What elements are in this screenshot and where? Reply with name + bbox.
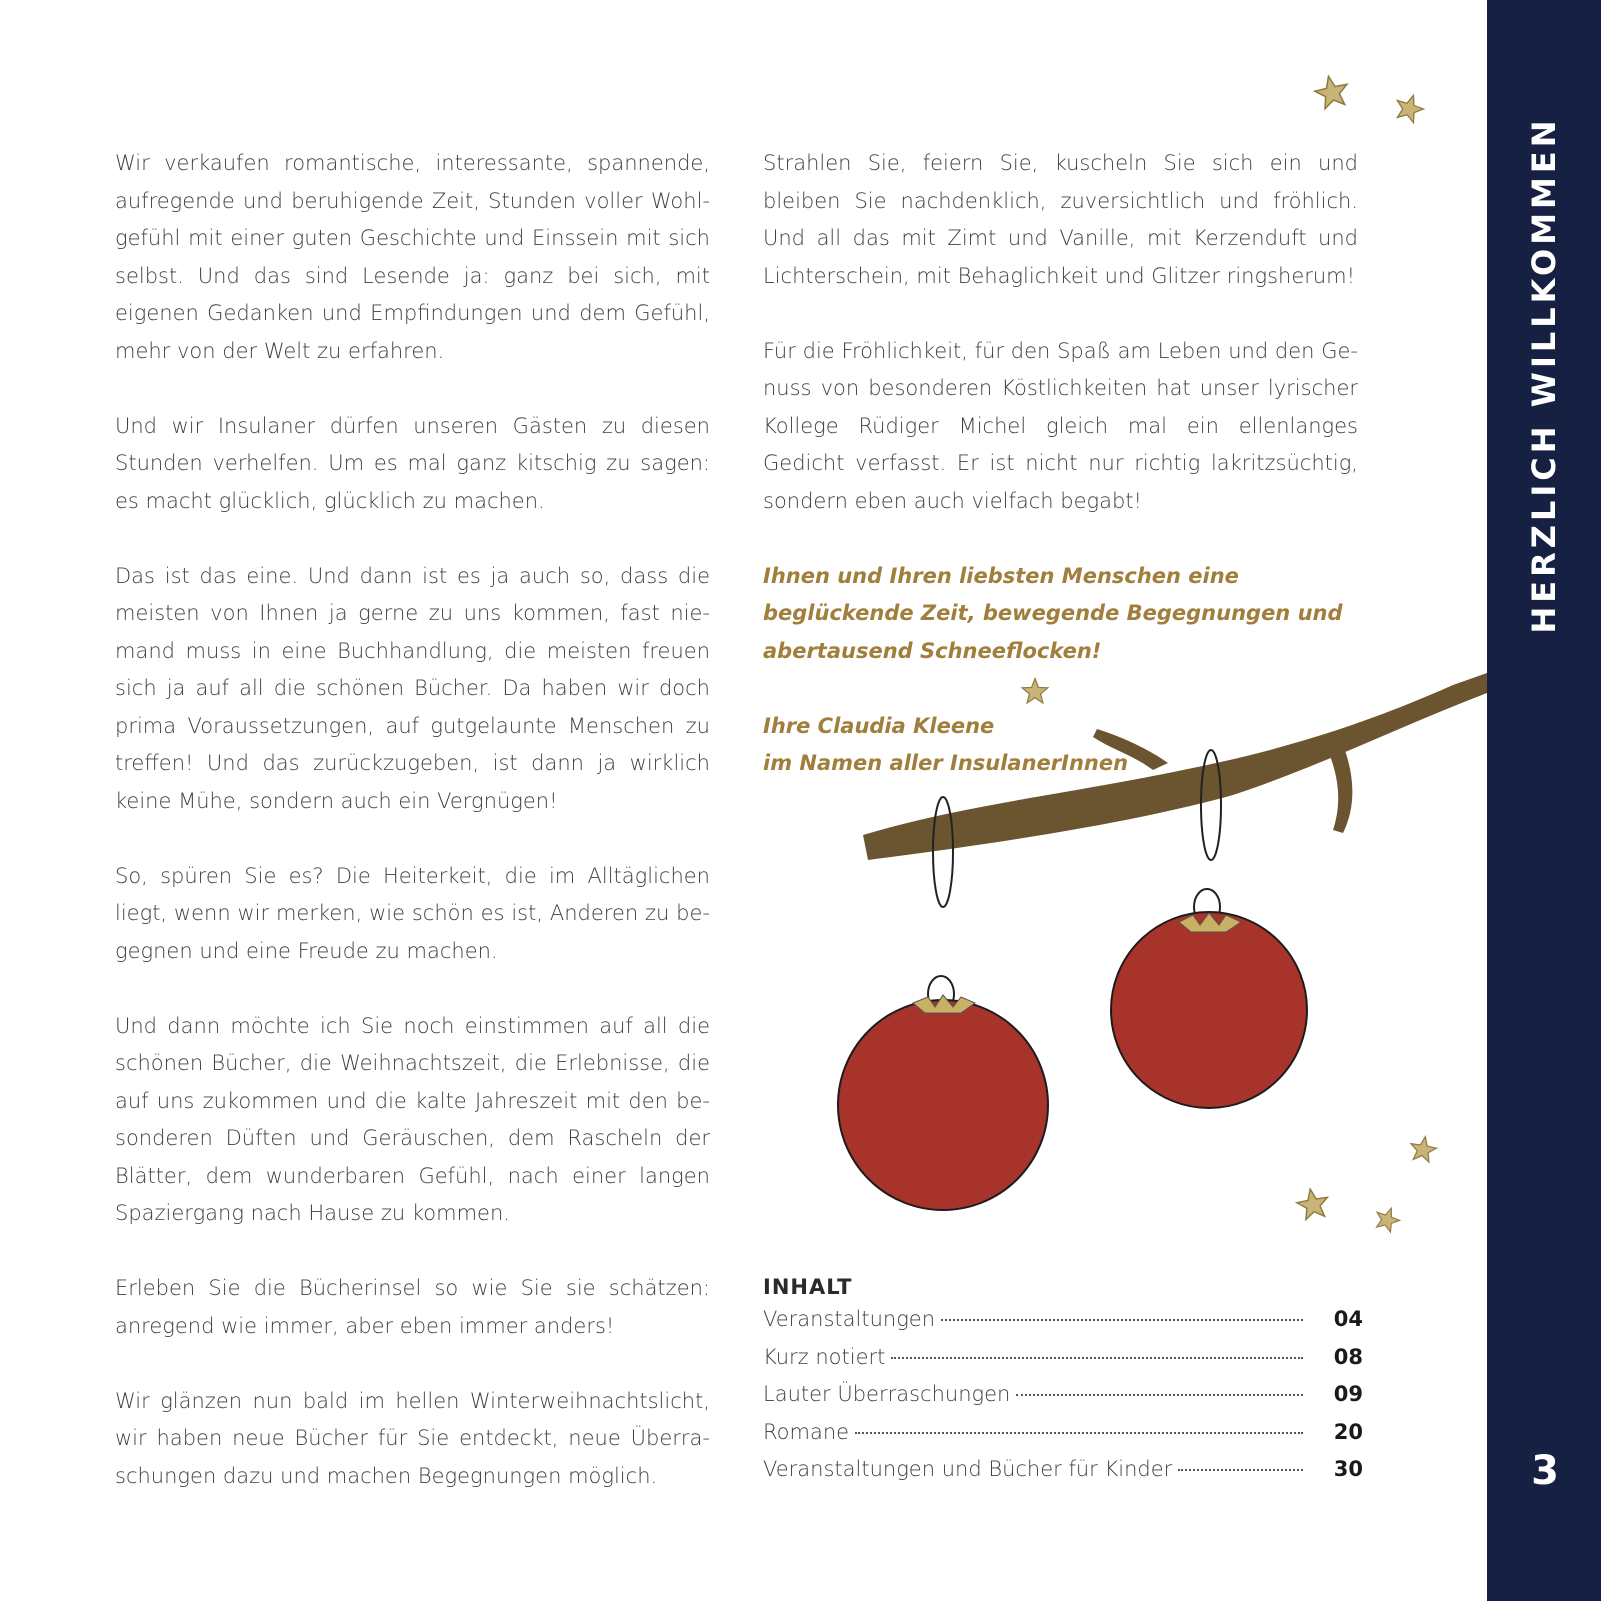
paragraph: Und dann möchte ich Sie noch einstimmen auf all die schönen Bücher, die Weihnachtszeit, die Erlebnisse, die auf uns zukommen und die kalte Jahreszeit mit den besonderen Düften und Geräuschen, dem Rascheln der Blätter, dem wunderbaren Gefühl, nach einer langen Spaziergang nach Hause zu kommen. bbox=[115, 1013, 710, 1225]
toc-dot-leader bbox=[1016, 1394, 1303, 1396]
paragraph: Strahlen Sie, feiern Sie, kuscheln Sie sich ein und bleiben Sie nachdenklich, zuversichtlich und fröhlich. Und all das mit Zimt und Vanille, mit Kerzenduft und Lichterschein, mit Behaglichkeit und Glitzer ringsherum! bbox=[763, 151, 1358, 288]
paragraph: Und wir Insulaner dürfen unseren Gästen zu diesen Stunden verhelfen. Um es mal ganz kitschig zu sagen: es macht glücklich, glücklich zu machen. bbox=[115, 413, 710, 513]
toc-entry-label: Veranstaltungen bbox=[763, 1307, 936, 1331]
toc-entry-page: 20 bbox=[1333, 1419, 1363, 1444]
toc-dot-leader bbox=[1178, 1469, 1303, 1471]
star-icon bbox=[1408, 1134, 1438, 1163]
paragraph: Für die Fröhlichkeit, für den Spaß am Leben und den Genuss von besonderen Köstlichkeiten hat unser lyrischer Kollege Rüdiger Michel gleich mal ein ellenlanges Gedicht verfasst. Er ist nicht nur richtig lakritzsüchtig, sondern eben auch vielfach begabt! bbox=[763, 338, 1358, 513]
star-icon bbox=[1313, 74, 1351, 112]
right-column bbox=[763, 145, 1358, 783]
toc-entry-page: 04 bbox=[1333, 1307, 1363, 1331]
toc-entry[interactable] bbox=[763, 1382, 1363, 1420]
left-column bbox=[115, 145, 710, 1533]
toc-entry-page: 30 bbox=[1333, 1457, 1363, 1481]
toc-entry-label: Kurz notiert bbox=[763, 1344, 886, 1369]
toc-entry[interactable] bbox=[763, 1457, 1363, 1495]
paragraph: Das ist das eine. Und dann ist es ja auch so, dass die meisten von Ihnen ja gerne zu uns kommen, fast niemand muss in eine Buchhandlung, die meisten freuen sich ja auf all die schönen Bücher. Da haben wir doch prima Voraussetzungen, auf gutgelaunte Menschen zu treffen! Und das zurückzugeben, ist dann ja wirklich keine Mühe, sondern auch ein Vergnügen! bbox=[115, 563, 710, 813]
paragraph: So, spüren Sie es? Die Heiterkeit, die im Alltäglichen liegt, wenn wir merken, wie schön es ist, Anderen zu begegnen und eine Freude zu machen. bbox=[115, 863, 710, 963]
signature-name: Ihre Claudia Kleene bbox=[763, 713, 995, 738]
toc-dot-leader bbox=[891, 1357, 1303, 1359]
toc-entry-page: 09 bbox=[1333, 1382, 1363, 1406]
greeting: Ihnen und Ihren liebsten Menschen eine beglückende Zeit, bewegende Begegnungen und abertausend Schneeflocken! bbox=[763, 563, 1343, 663]
toc-entry-page: 08 bbox=[1333, 1344, 1363, 1369]
toc-entry[interactable] bbox=[763, 1307, 1363, 1345]
toc-entry[interactable] bbox=[763, 1345, 1363, 1383]
paragraph: Wir glänzen nun bald im hellen Winterweihnachtslicht, wir haben neue Bücher für Sie entdeckt, neue Überraschungen dazu und machen Begegnungen möglich. bbox=[115, 1388, 710, 1488]
toc-dot-leader bbox=[855, 1432, 1303, 1434]
toc-entry-label: Veranstaltungen und Bücher für Kinder bbox=[763, 1457, 1173, 1481]
star-icon bbox=[1393, 93, 1425, 125]
toc-dot-leader bbox=[941, 1319, 1303, 1321]
toc-entry-label: Lauter Überraschungen bbox=[763, 1382, 1011, 1406]
signature-affiliation: im Namen aller InsulanerInnen bbox=[763, 751, 1129, 775]
star-icon bbox=[1372, 1204, 1402, 1234]
paragraph: Erleben Sie die Bücherinsel so wie Sie sie schätzen: anregend wie immer, aber eben immer anders! bbox=[115, 1276, 710, 1338]
toc-entry[interactable] bbox=[763, 1420, 1363, 1458]
toc-entry-label: Romane bbox=[763, 1419, 850, 1444]
toc-heading: INHALT bbox=[763, 1275, 853, 1299]
star-icon bbox=[1295, 1186, 1331, 1220]
page-number: 3 bbox=[1531, 1448, 1559, 1494]
table-of-contents bbox=[763, 1275, 1363, 1495]
signature bbox=[763, 708, 1358, 783]
paragraph: Wir verkaufen romantische, interessante, spannende, aufregende und beruhigende Zeit, Stunden voller Wohlgefühl mit einer guten Geschichte und Einssein mit sich selbst. Und das sind Lesende ja: ganz bei sich, mit eigenen Gedanken und Empfindungen und dem Gefühl, mehr von der Welt zu erfahren. bbox=[115, 151, 710, 363]
section-title: HERZLICH WILLKOMMEN bbox=[1525, 116, 1563, 634]
